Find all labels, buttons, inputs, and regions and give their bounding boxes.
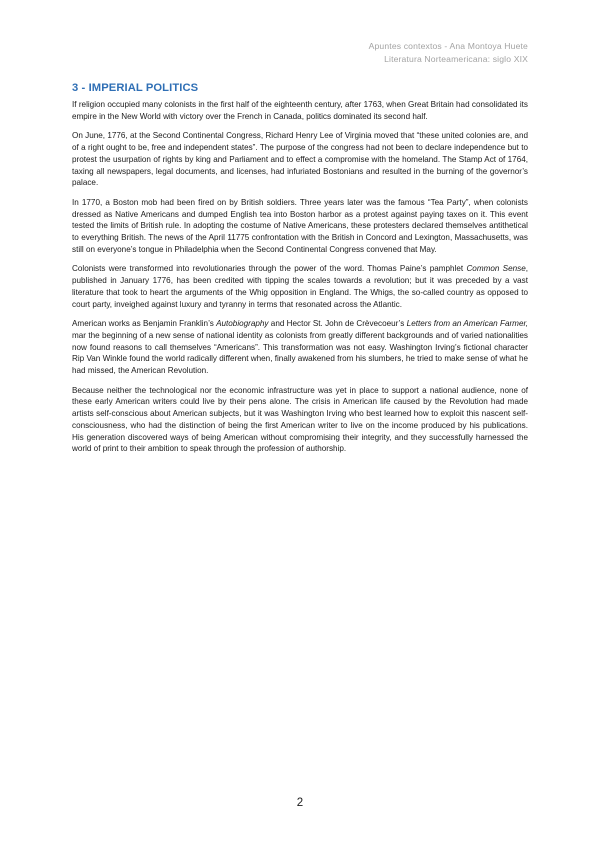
body-paragraph bbox=[72, 385, 528, 455]
paragraph-text: In 1770, a Boston mob had been fired on by British soldiers. Three years later was the famous “Tea Party”, when colonists dressed as Native Americans and dumped English tea into Boston harbor as a protest against paying taxes on it. This event tested the limits of British rule. In adopting the costume of Native Americans, these protesters declared themselves antithetical to everything British. The news of the April 11775 confrontation with the British in Concord and Lexington, Massachusetts, was still on everyone’s tongue in Philadelphia when the Second Continental Congress convened that May. bbox=[72, 197, 528, 254]
paragraph-text: Colonists were transformed into revolutionaries through the power of the word. Thomas Paine’s pamphlet bbox=[72, 264, 467, 274]
paragraph-text: mar the beginning of a new sense of national identity as colonists from greatly different backgrounds and of varied nationalities now found reasons to call themselves “Americans”. This transformation was not easy. Washington Irving’s fictional character Rip Van Winkle found the world radically different when, finally awakened from his slumbers, he tried to make sense of what he had missed, the American Revolution. bbox=[72, 330, 528, 376]
italic-title-text: Letters from an American Farmer, bbox=[406, 319, 528, 329]
paragraph-text: Because neither the technological nor the economic infrastructure was yet in place to support a national audience, none of these early American writers could live by their pens alone. The crisis in American life caused by the Revolution had made artists self-conscious about American subjects, but it was Washington Irving who best learned how to exploit this nascent self-consciousness, who had the distinction of being the first American writer to live on the income produced by his publications. His generation discovered ways of being American without compromising their integrity, and they successfully harnessed the world of print to their ambition to speak through the profession of authorship. bbox=[72, 385, 528, 454]
body-paragraph bbox=[72, 263, 528, 310]
paragraph-text: On June, 1776, at the Second Continental Congress, Richard Henry Lee of Virginia moved that “these united colonies are, and of a right ought to be, free and independent states”. The purpose of the congress had not been to declare independence but to protest the usurpation of rights by king and Parliament and to effect a compromise with the homeland. The Stamp Act of 1764, taxing all newspapers, legal documents, and licenses, had infuriated Bostonians and resulted in the burning of the governor’s palace. bbox=[72, 131, 528, 188]
header-author-line: Apuntes contextos - Ana Montoya Huete bbox=[368, 41, 528, 51]
body-paragraph bbox=[72, 197, 528, 256]
page-header bbox=[369, 40, 528, 65]
header-course-line: Literatura Norteamericana: siglo XIX bbox=[384, 53, 528, 64]
paragraph-text: and Hector St. John de Crèvecoeur’s bbox=[268, 319, 407, 329]
paragraph-text: American works as Benjamin Franklin’s bbox=[72, 319, 217, 329]
body-paragraph bbox=[72, 99, 528, 122]
section-title: 3 - IMPERIAL POLITICS bbox=[72, 82, 199, 94]
page-number: 2 bbox=[296, 797, 304, 809]
body-paragraph bbox=[72, 318, 528, 377]
italic-title-text: Autobiography bbox=[216, 319, 269, 329]
italic-title-text: Common Sense bbox=[466, 264, 526, 274]
paragraph-text: If religion occupied many colonists in the first half of the eighteenth century, after 1763, when Great Britain had consolidated its empire in the New World with victory over the French in Canada, politics dominated its second half. bbox=[72, 100, 528, 121]
body-paragraph bbox=[72, 130, 528, 189]
paragraph-text: , published in January 1776, has been credited with tipping the scales towards a revolution; but it was preceded by a vast literature that took to heart the arguments of the Whig opposition in England. The Whigs, the so-called country as opposed to court party, inveighed against luxury and tyranny in terms that resonated across the Atlantic. bbox=[72, 264, 528, 309]
document-body bbox=[72, 99, 528, 463]
